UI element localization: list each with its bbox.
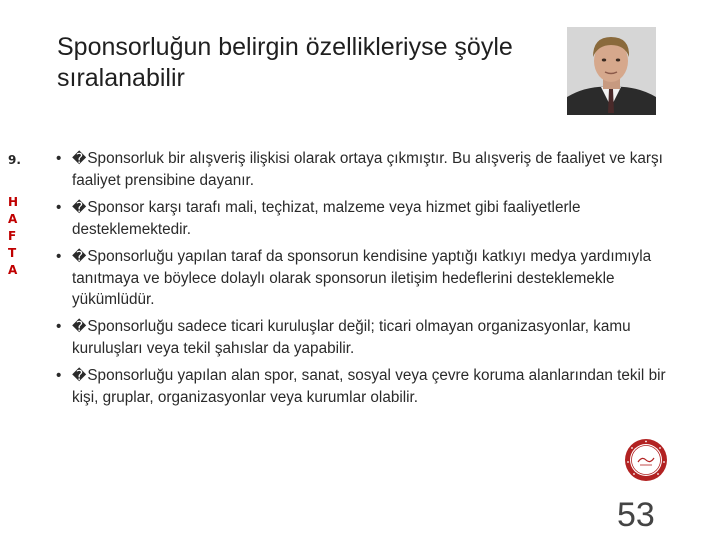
bullet-item <box>56 246 672 310</box>
bullet-item <box>56 197 672 240</box>
bullet-dot: • <box>56 150 62 167</box>
bullet-mark: � <box>72 151 87 167</box>
bullet-dot: • <box>56 248 62 265</box>
bullet-list <box>56 148 672 414</box>
side-letter: T <box>8 246 17 260</box>
side-letter: A <box>8 263 18 277</box>
bullet-item <box>56 365 672 408</box>
portrait-illustration <box>567 27 656 115</box>
bullet-text: Sponsor karşı tarafı mali, teçhizat, malzeme veya hizmet gibi faaliyetlerle desteklemektedir. <box>72 199 581 238</box>
bullet-dot: • <box>56 318 62 335</box>
bullet-mark: � <box>72 249 87 265</box>
bullet-mark: � <box>72 200 87 216</box>
bullet-text: Sponsorluğu sadece ticari kuruluşlar değil; ticari olmayan organizasyonlar, kamu kuruluşları veya tekil şahıslar da yapabilir. <box>72 318 631 357</box>
bullet-text: Sponsorluk bir alışveriş ilişkisi olarak ortaya çıkmıştır. Bu alışveriş de faaliyet ve karşı faaliyet prensibine dayanır. <box>72 150 663 189</box>
slide-title: Sponsorluğun belirgin özellikleriyse şöyle sıralanabilir <box>57 33 513 92</box>
side-label-hafta <box>8 194 18 279</box>
page-number: 53 <box>617 496 655 534</box>
bullet-dot: • <box>56 367 62 384</box>
bullet-mark: � <box>72 368 87 384</box>
university-seal-icon <box>624 438 668 482</box>
side-letter: F <box>8 229 17 243</box>
bullet-mark: � <box>72 319 87 335</box>
bullet-dot: • <box>56 199 62 216</box>
bullet-item <box>56 148 672 191</box>
side-letter: H <box>8 195 19 209</box>
bullet-text: Sponsorluğu yapılan taraf da sponsorun kendisine yaptığı katkıyı medya yardımıyla tanıtmaya ve böylece dolaylı olarak sponsorun iletişim hedeflerini desteklemekle yükümlüdür. <box>72 248 652 308</box>
bullet-item <box>56 316 672 359</box>
bullet-text: Sponsorluğu yapılan alan spor, sanat, sosyal veya çevre koruma alanlarından tekil bir kişi, gruplar, organizasyonlar veya kurumlar olabilir. <box>72 367 666 406</box>
side-number: 9. <box>8 153 21 167</box>
portrait-photo <box>567 27 656 115</box>
side-letter: A <box>8 212 18 226</box>
